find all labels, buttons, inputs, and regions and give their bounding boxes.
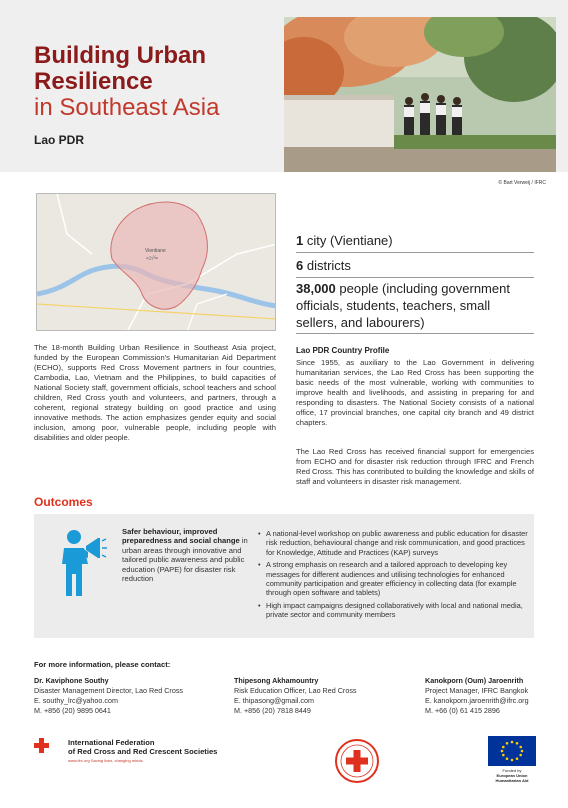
contact-role: Project Manager, IFRC Bangkok [425, 686, 529, 695]
contact-email: E. southy_lrc@yahoo.com [34, 696, 119, 705]
ifrc-name-line2: of Red Cross and Red Crescent Societies [68, 747, 218, 756]
contact-card [425, 676, 529, 716]
stat-city-text: city (Vientiane) [306, 233, 393, 248]
contact-name: Thipesong Akhamountry [234, 676, 319, 685]
location-map [36, 193, 276, 331]
ifrc-logo [34, 738, 264, 768]
profile-title: Lao PDR Country Profile [296, 346, 390, 355]
contact-phone: M. +856 (20) 9895 0641 [34, 706, 111, 715]
contact-phone: M. +856 (20) 7818 8449 [234, 706, 311, 715]
outcome-lead-text: in urban areas through innovative and tailored public awareness and public education (PAPE) for disaster risk reduction [122, 536, 248, 584]
stat-districts-text: districts [306, 258, 351, 273]
eu-flag-icon [488, 736, 536, 766]
contact-card [234, 676, 357, 716]
stat-districts [296, 257, 351, 274]
ifrc-name [68, 738, 217, 756]
map-city-label-local: ວຽງຈັນ [146, 255, 159, 260]
map-city-label: Vientiane [145, 248, 166, 254]
eu-text-line3: Humanitarian Aid [495, 778, 529, 783]
stat-people-text: people (including government officials, students, teachers, small sellers, and labourers) [296, 281, 510, 330]
outcome-bullet-list [258, 529, 530, 623]
stat-districts-value: 6 [296, 258, 304, 273]
stat-divider [296, 277, 534, 278]
megaphone-person-icon [58, 528, 108, 598]
intro-paragraph: The 18-month Building Urban Resilience in Southeast Asia project, funded by the European Commission's Humanitarian Aid Department (ECHO), supports Red Cross Movement partners in four countries, Cambodia, Lao, Vietnam and the Philippines, to build capacities of National Society staff, government officials, school teachers and school children, Red Cross youth and volunteers, and partners, through a coherent, regional strategy building on good practice and using innovative methods. The action emphasizes gender equity and social inclusion, among poor, vulnerable people, including people with disabilities and older people. [34, 343, 276, 442]
outcome-bullet: • A strong emphasis on research and a tailored approach to developing key messages for different audiences and utilising technologies for enhanced community participation and greater efficiency in collecting data (for example through open software and tablets) [258, 560, 530, 598]
contact-role: Risk Education Officer, Lao Red Cross [234, 686, 357, 695]
contact-card [34, 676, 183, 716]
contact-email: E. kanokporn.jaroenrith@ifrc.org [425, 696, 529, 705]
contact-name: Dr. Kaviphone Southy [34, 676, 109, 685]
profile-paragraph-2: The Lao Red Cross has received financial support for emergencies from ECHO and for disaster risk reduction through IFRC and French Red Cross. This has contributed to building the knowledge and skills of staff and volunteers in disaster risk management. [296, 447, 534, 486]
contact-heading: For more information, please contact: [34, 660, 171, 669]
outcome-bullet: • High impact campaigns designed collaboratively with local and national media, private sector and community members [258, 601, 530, 620]
eu-text-line2: European Union [496, 773, 528, 778]
ifrc-name-line1: International Federation [68, 738, 155, 747]
stat-city-value: 1 [296, 233, 304, 248]
outcomes-title: Outcomes [34, 495, 93, 509]
stat-city [296, 232, 393, 249]
title-line-3: in Southeast Asia [34, 94, 220, 121]
eu-funding-text [488, 768, 536, 783]
outcome-bullet: • A national-level workshop on public awareness and public education for disaster risk reduction, behavioural change and risk communication, and good practices for Knowledge, Attitude and Practices (KAP) surveys [258, 529, 530, 557]
red-cross-icon [34, 738, 64, 755]
stat-divider [296, 333, 534, 334]
lao-red-cross-emblem-icon [334, 738, 380, 784]
country-label: Lao PDR [34, 133, 85, 147]
stat-divider [296, 252, 534, 253]
contact-name: Kanokporn (Oum) Jaroenrith [425, 676, 524, 685]
stat-people [296, 280, 532, 331]
outcome-lead-bold: Safer behaviour, improved preparedness and social change [122, 527, 240, 546]
contact-role: Disaster Management Director, Lao Red Cross [34, 686, 184, 695]
title-line-1: Building Urban [34, 42, 206, 69]
header-photo [284, 17, 556, 172]
eu-text-line1: Funded by [502, 768, 522, 773]
profile-paragraph-1: Since 1955, as auxiliary to the Lao Government in delivering humanitarian services, the Lao Red Cross has been supporting the basic needs of the most vulnerable, working with communities to improve health and livelihoods, and assisting in preparing for and responding to disasters. The National Society consists of a national office, 17 provincial branches, one capital city branch and 49 district chapters. [296, 358, 534, 427]
outcome-lead [122, 527, 252, 583]
stat-people-value: 38,000 [296, 281, 336, 296]
contact-phone: M. +66 (0) 61 415 2896 [425, 706, 500, 715]
title-line-2: Resilience [34, 68, 153, 95]
contact-email: E. thipasong@gmail.com [234, 696, 315, 705]
ifrc-tagline: www.ifrc.org Saving lives, changing minds. [68, 758, 144, 763]
photo-credit: © Bart Verweij / IFRC [498, 180, 546, 186]
